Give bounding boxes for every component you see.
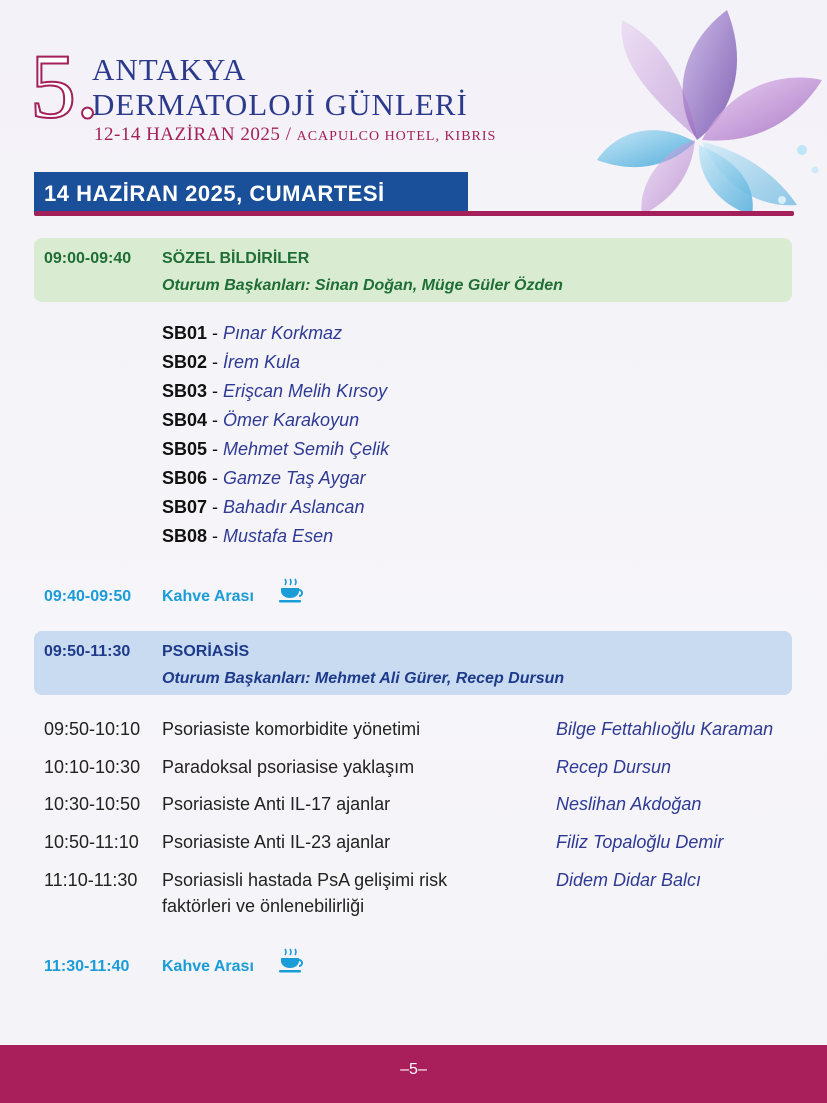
session-title: SÖZEL BİLDİRİLER [162, 250, 310, 267]
event-date-venue [94, 124, 496, 146]
talk-time: 11:10-11:30 [44, 870, 138, 890]
list-item: SB06 - Gamze Taş Aygar [162, 468, 366, 488]
talk-time: 10:10-10:30 [44, 757, 141, 777]
presentation-code: SB08 [162, 526, 208, 546]
break-time: 11:30-11:40 [44, 958, 130, 975]
presenter-name: Mustafa Esen [223, 526, 334, 546]
presenter-name: Mehmet Semih Çelik [223, 439, 390, 459]
talk-speaker: Neslihan Akdoğan [556, 794, 702, 814]
break-time: 09:40-09:50 [44, 588, 132, 605]
presentation-code: SB03 [162, 381, 208, 401]
talk-time: 10:50-11:10 [44, 832, 139, 852]
list-item: SB07 - Bahadır Aslancan [162, 497, 365, 517]
talk-title: Psoriasiste Anti IL-17 ajanlar [162, 794, 391, 814]
talk-title: Psoriasiste komorbidite yönetimi [162, 719, 421, 739]
session-header-psoriasis [34, 631, 792, 695]
list-item: SB04 - Ömer Karakoyun [162, 410, 360, 430]
presenter-name: Pınar Korkmaz [223, 323, 343, 343]
event-venue: ACAPULCO HOTEL, KIBRIS [296, 129, 497, 144]
talk-speaker: Filiz Topaloğlu Demir [556, 832, 724, 852]
session-time: 09:00-09:40 [44, 250, 132, 267]
presenter-name: İrem Kula [223, 352, 301, 372]
presentation-code: SB04 [162, 410, 208, 430]
flower-logo-graphic [577, 0, 827, 220]
session-time: 09:50-11:30 [44, 643, 131, 660]
list-item: SB01 - Pınar Korkmaz [162, 323, 343, 343]
page-number: –5– [400, 1061, 427, 1078]
presenter-name: Ömer Karakoyun [223, 410, 360, 430]
list-item: SB08 - Mustafa Esen [162, 526, 334, 546]
list-item: SB05 - Mehmet Semih Çelik [162, 439, 390, 459]
coffee-cup-icon [276, 576, 306, 606]
talk-title: Paradoksal psoriasise yaklaşım [162, 757, 415, 777]
talk-speaker: Bilge Fettahlıoğlu Karaman [556, 719, 774, 739]
session-title: PSORİASİS [162, 643, 250, 660]
footer-bar [0, 1045, 827, 1103]
coffee-cup-icon [276, 946, 306, 976]
break-label: Kahve Arası [162, 958, 254, 975]
presentation-code: SB06 [162, 468, 208, 488]
list-item: SB03 - Erişcan Melih Kırsoy [162, 381, 388, 401]
presentation-code: SB05 [162, 439, 208, 459]
talk-title: Psoriasiste Anti IL-23 ajanlar [162, 832, 391, 852]
presenter-name: Erişcan Melih Kırsoy [223, 381, 388, 401]
talk-time: 09:50-10:10 [44, 719, 141, 739]
event-title-line1: ANTAKYA [92, 52, 247, 87]
event-dates: 12-14 HAZİRAN 2025 / [94, 124, 292, 145]
divider [34, 211, 794, 216]
talk-time: 10:30-10:50 [44, 794, 141, 814]
presentation-code: SB07 [162, 497, 208, 517]
day-banner: 14 HAZİRAN 2025, CUMARTESİ [34, 172, 468, 214]
session-chairs: Oturum Başkanları: Mehmet Ali Gürer, Recep Dursun [162, 670, 565, 687]
oral-presentation-list [162, 322, 389, 554]
talk-speaker: Recep Dursun [556, 757, 672, 777]
talk-speaker: Didem Didar Balcı [556, 870, 702, 890]
session-header-oral-presentations [34, 238, 792, 302]
presenter-name: Bahadır Aslancan [223, 497, 365, 517]
presenter-name: Gamze Taş Aygar [223, 468, 366, 488]
presentation-code: SB02 [162, 352, 208, 372]
list-item: SB02 - İrem Kula [162, 352, 301, 372]
presentation-code: SB01 [162, 323, 208, 343]
event-title-line2: DERMATOLOJİ GÜNLERİ [92, 87, 468, 122]
talk-title: Psoriasisli hastada PsA gelişimi risk faktörleri ve önlenebilirliği [162, 870, 448, 916]
session-chairs: Oturum Başkanları: Sinan Doğan, Müge Güler Özden [162, 277, 563, 294]
edition-number: 5. [30, 35, 99, 137]
break-label: Kahve Arası [162, 588, 254, 605]
